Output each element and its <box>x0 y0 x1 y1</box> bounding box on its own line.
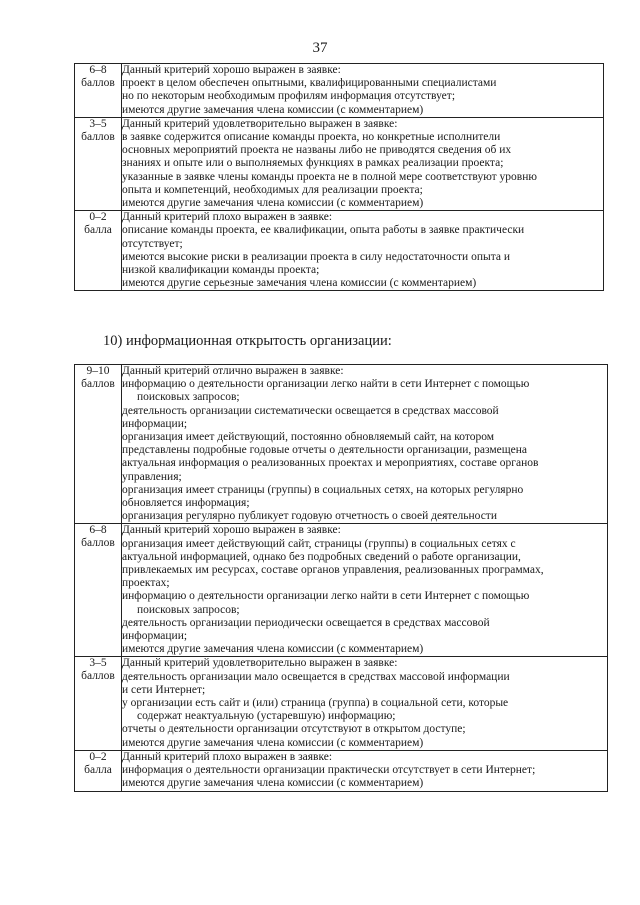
score-range: 9–10 <box>86 365 110 377</box>
description-line: деятельность организации мало освещается в средствах массовой информации <box>122 670 510 683</box>
criteria-row <box>75 365 608 524</box>
criteria-row <box>75 211 604 291</box>
description-line: отчеты о деятельности организации отсутствуют в открытом доступе; <box>122 723 466 736</box>
description-line: информацию о деятельности организации легко найти в сети Интернет с помощью <box>122 378 530 391</box>
description-line: проект в целом обеспечен опытными, квалифицированными специалистами <box>122 77 497 90</box>
criteria-row <box>75 750 608 791</box>
description-line: организация регулярно публикует годовую отчетность о своей деятельности <box>122 510 497 523</box>
criteria-description <box>122 524 608 657</box>
criteria-table-team <box>74 63 604 291</box>
description-line: имеются другие замечания члена комиссии (с комментарием) <box>122 736 424 749</box>
description-line: информацию о деятельности организации легко найти в сети Интернет с помощью <box>122 590 530 603</box>
page-number: 37 <box>312 40 328 56</box>
description-line: указанные в заявке члены команды проекта не в полной мере соответствуют уровню <box>122 170 537 183</box>
description-line: опыта и компетенций, необходимых для реализации проекта; <box>122 183 423 196</box>
description-line: информация о деятельности организации практически отсутствует в сети Интернет; <box>122 764 536 777</box>
description-line: организация имеет действующий сайт, страницы (группы) в социальных сетях с <box>122 537 516 550</box>
criteria-description <box>122 365 608 524</box>
description-line: обновляется информация; <box>122 497 250 510</box>
description-line: Данный критерий плохо выражен в заявке: <box>122 750 333 763</box>
description-line: организация имеет действующий, постоянно обновляемый сайт, на котором <box>122 431 495 444</box>
description-line: Данный критерий отлично выражен в заявке: <box>122 365 344 377</box>
description-line: но по некоторым необходимым профилям информация отсутствует; <box>122 90 456 103</box>
criteria-description <box>122 117 604 210</box>
criteria-row <box>75 64 604 118</box>
description-line: информации; <box>122 630 188 643</box>
score-unit: баллов <box>81 670 115 683</box>
description-line: привлекаемых им ресурсах, составе органов управления, реализованных программах, <box>122 564 544 577</box>
criteria-description <box>122 750 608 791</box>
description-line: проектах; <box>122 577 170 590</box>
score-range: 3–5 <box>89 117 107 130</box>
description-line: у организации есть сайт и (или) страница (группа) в социальной сети, которые <box>122 697 509 710</box>
description-line: имеются другие серьезные замечания члена комиссии (с комментарием) <box>122 277 477 290</box>
description-line: и сети Интернет; <box>122 683 206 696</box>
criteria-description <box>122 64 604 118</box>
score-cell <box>75 64 122 118</box>
score-cell <box>75 524 122 657</box>
criteria-row <box>75 524 608 657</box>
description-line: Данный критерий удовлетворительно выражен в заявке: <box>122 117 398 130</box>
description-line: деятельность организации периодически освещается в средствах массовой <box>122 616 490 629</box>
description-line: знаниях и опыте или о выполняемых функциях в рамках реализации проекта; <box>122 157 504 170</box>
score-unit: балла <box>84 224 112 237</box>
description-line: поисковых запросов; <box>137 603 240 616</box>
description-line: основных мероприятий проекта не названы либо не приводятся сведения об их <box>122 144 512 157</box>
description-line: имеются другие замечания члена комиссии (с комментарием) <box>122 197 424 210</box>
description-line: отсутствует; <box>122 237 183 250</box>
description-line: Данный критерий плохо выражен в заявке: <box>122 211 333 224</box>
description-line: имеются другие замечания члена комиссии (с комментарием) <box>122 777 424 790</box>
description-line: актуальная информация о реализованных проектах и мероприятиях, составе органов <box>122 457 539 470</box>
score-range: 0–2 <box>89 750 107 763</box>
criteria-row <box>75 657 608 750</box>
score-cell <box>75 657 122 750</box>
score-range: 3–5 <box>89 657 107 670</box>
score-cell <box>75 211 122 291</box>
description-line: деятельность организации систематически освещается в средствах массовой <box>122 404 499 417</box>
description-line: Данный критерий хорошо выражен в заявке: <box>122 64 341 76</box>
score-cell <box>75 117 122 210</box>
description-line: поисковых запросов; <box>137 391 240 404</box>
description-line: имеются высокие риски в реализации проекта в силу недостаточности опыта и <box>122 250 511 263</box>
score-unit: баллов <box>81 537 115 550</box>
description-line: имеются другие замечания члена комиссии (с комментарием) <box>122 643 424 656</box>
description-line: имеются другие замечания члена комиссии (с комментарием) <box>122 103 424 116</box>
score-unit: балла <box>84 763 112 776</box>
description-line: Данный критерий удовлетворительно выражен в заявке: <box>122 657 398 670</box>
criteria-description <box>122 211 604 291</box>
description-line: содержат неактуальную (устаревшую) информацию; <box>137 710 396 723</box>
criteria-row <box>75 117 604 210</box>
score-range: 6–8 <box>89 64 107 76</box>
criteria-description <box>122 657 608 750</box>
score-unit: баллов <box>81 378 115 390</box>
score-range: 0–2 <box>89 211 107 224</box>
description-line: управления; <box>122 470 182 483</box>
description-line: в заявке содержится описание команды проекта, но конкретные исполнители <box>122 131 501 144</box>
score-unit: баллов <box>81 77 115 89</box>
description-line: Данный критерий хорошо выражен в заявке: <box>122 524 341 537</box>
description-line: организация имеет страницы (группы) в социальных сетях, на которых регулярно <box>122 483 524 496</box>
section-heading: 10) информационная открытость организации: <box>103 333 392 349</box>
description-line: информации; <box>122 417 188 430</box>
score-cell <box>75 750 122 791</box>
description-line: описание команды проекта, ее квалификации, опыта работы в заявке практически <box>122 224 525 237</box>
score-unit: баллов <box>81 130 115 143</box>
score-cell <box>75 365 122 524</box>
score-range: 6–8 <box>89 524 107 537</box>
description-line: низкой квалификации команды проекта; <box>122 264 320 277</box>
description-line: актуальной информацией, однако без подробных сведений о работе организации, <box>122 550 521 563</box>
description-line: представлены подробные годовые отчеты о деятельности организации, размещена <box>122 444 527 457</box>
criteria-table-openness <box>74 364 608 792</box>
